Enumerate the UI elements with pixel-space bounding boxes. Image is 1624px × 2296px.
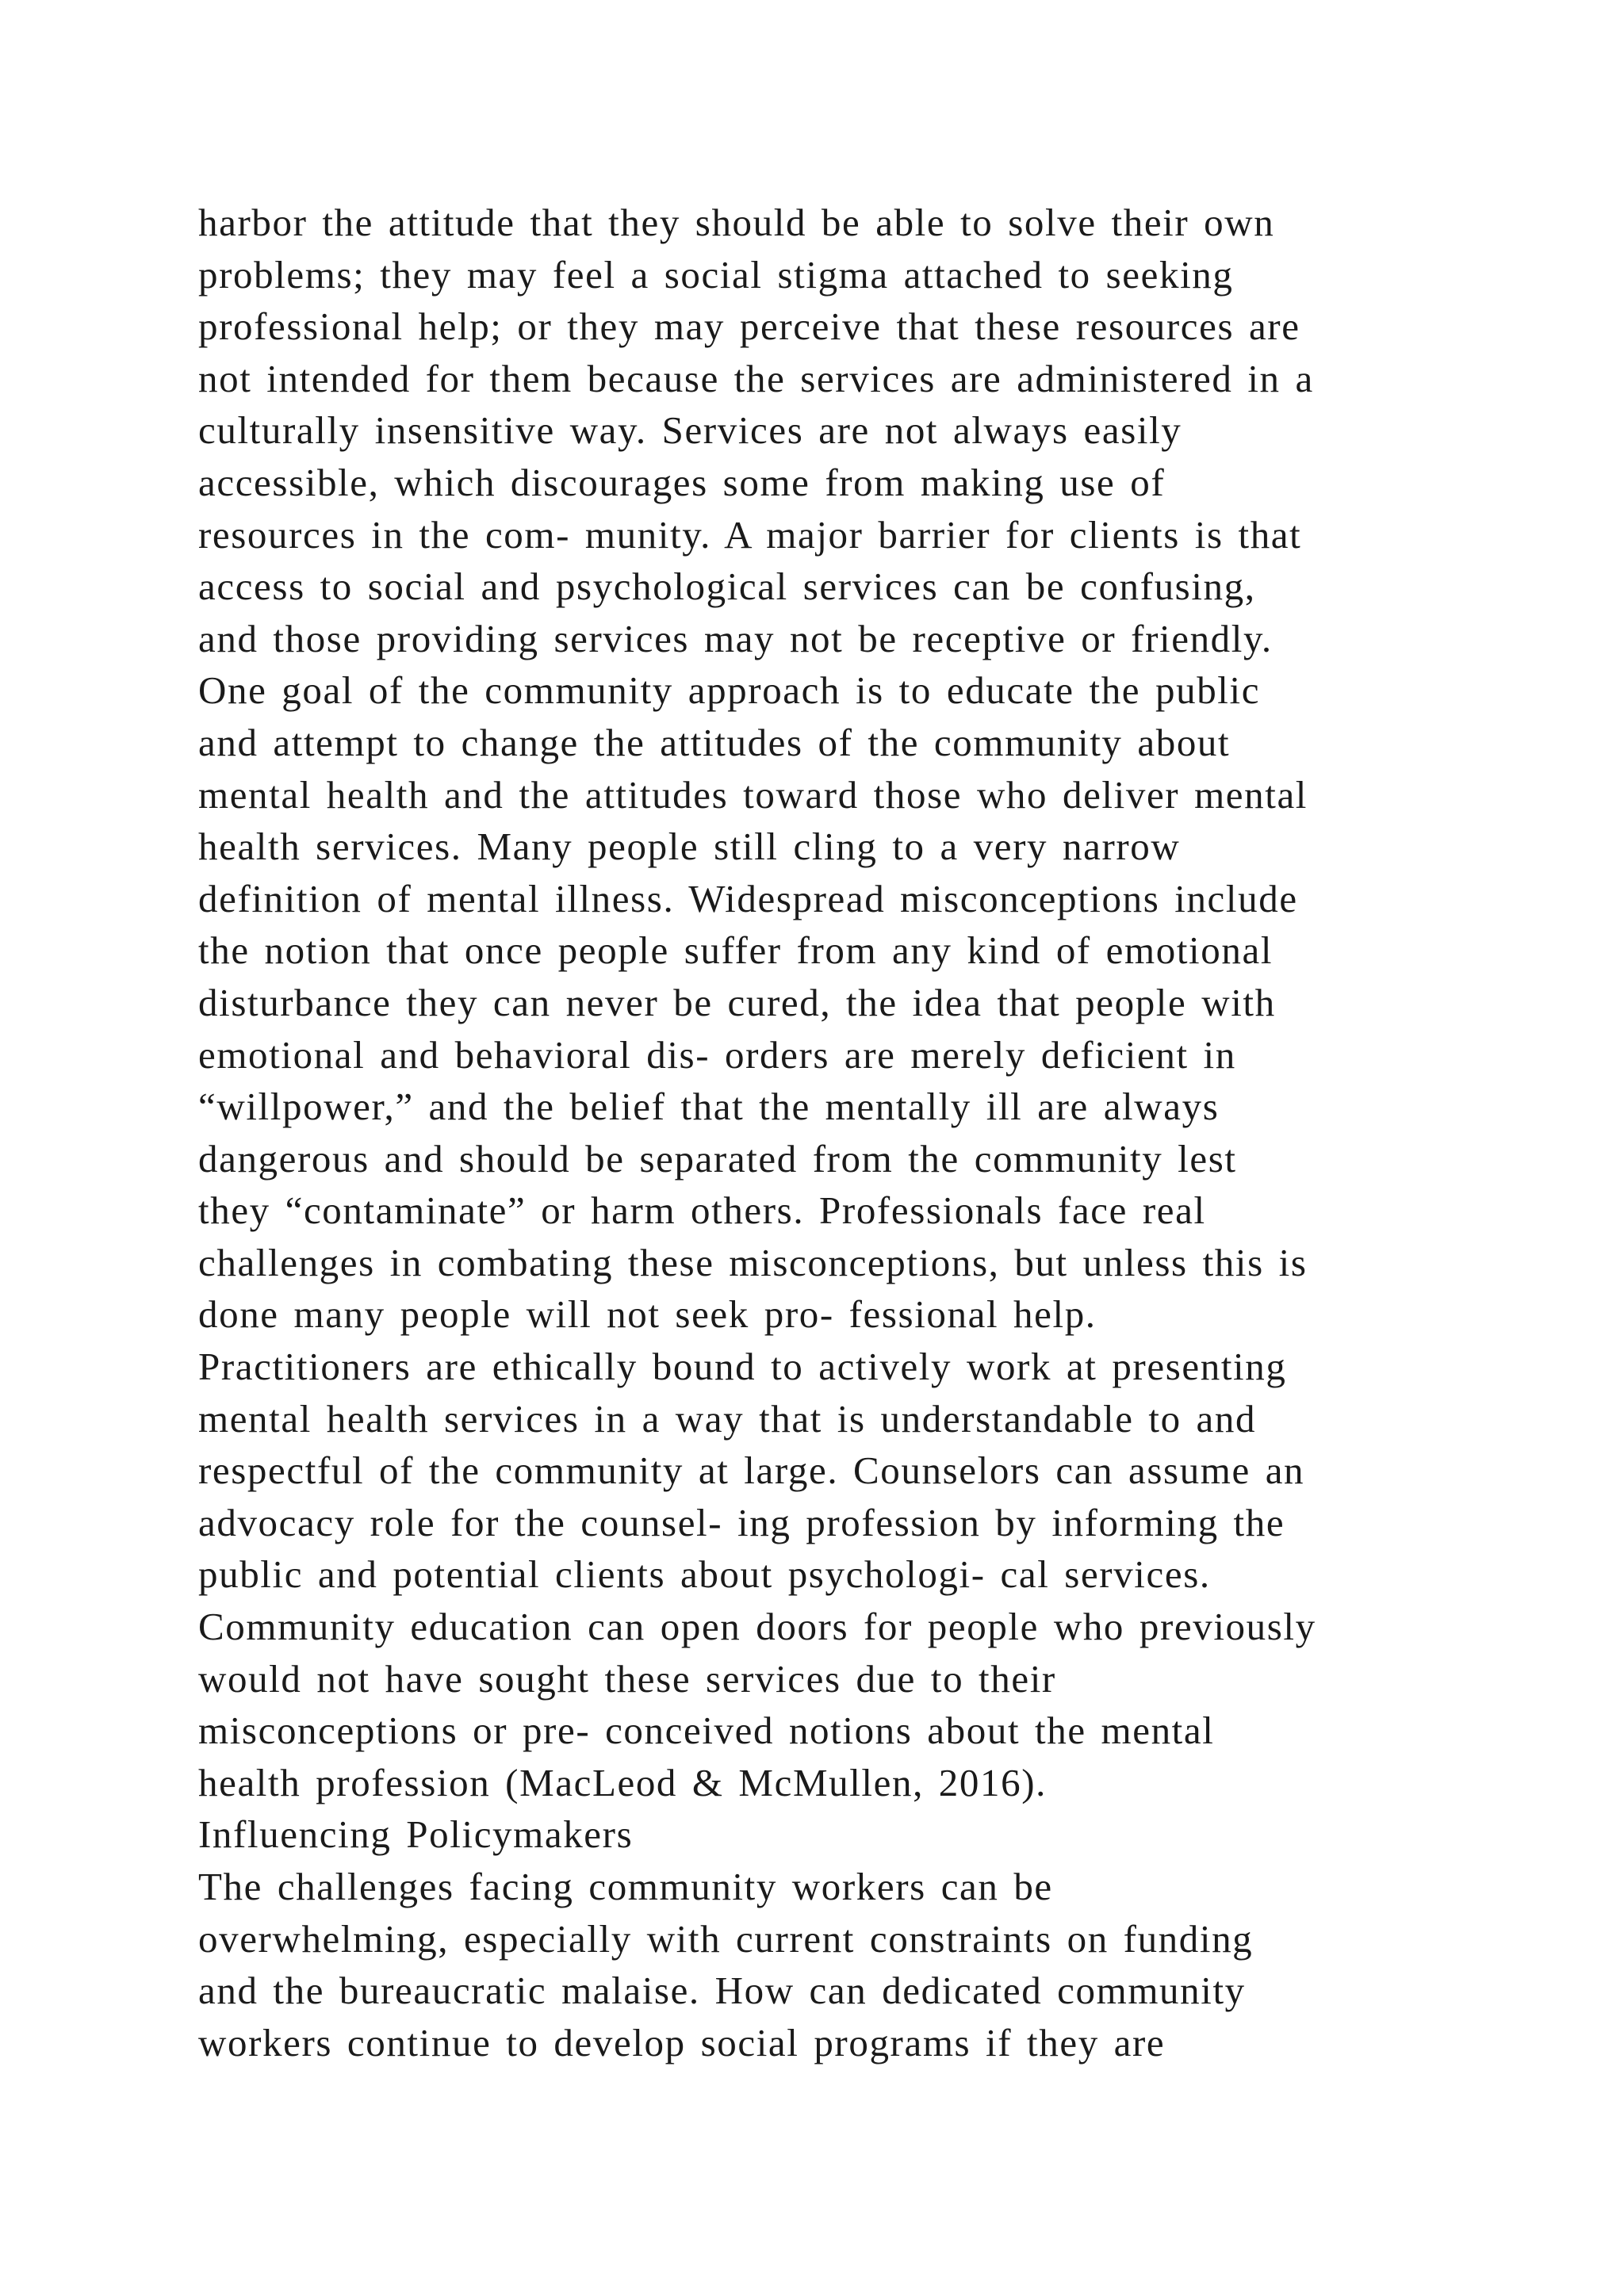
- text-line: professional help; or they may perceive that these resources are: [198, 304, 1300, 349]
- section-heading: Influencing Policymakers: [198, 1812, 634, 1857]
- text-line: access to social and psychological services can be confusing,: [198, 564, 1256, 609]
- text-line: mental health and the attitudes toward those who deliver mental: [198, 772, 1308, 817]
- text-line: health services. Many people still cling to a very narrow: [198, 825, 1181, 869]
- text-line: overwhelming, especially with current constraints on funding: [198, 1916, 1254, 1961]
- text-line: and the bureaucratic malaise. How can dedicated community: [198, 1969, 1246, 2013]
- text-line: not intended for them because the services are administered in a: [198, 356, 1314, 400]
- text-line: The challenges facing community workers can be: [198, 1865, 1053, 1908]
- text-line: they “contaminate” or harm others. Professionals face real: [198, 1188, 1206, 1233]
- text-line: workers continue to develop social programs if they are: [198, 2020, 1166, 2064]
- text-line: misconceptions or pre- conceived notions about the mental: [198, 1709, 1215, 1753]
- text-line: One goal of the community approach is to educate the public: [198, 668, 1261, 713]
- text-line: culturally insensitive way. Services are not always easily: [198, 408, 1182, 453]
- text-line: health profession (MacLeod & McMullen, 2016).: [198, 1760, 1047, 1804]
- text-line: respectful of the community at large. Counselors can assume an: [198, 1448, 1305, 1493]
- text-line: Practitioners are ethically bound to actively work at presenting: [198, 1345, 1287, 1389]
- text-line: harbor the attitude that they should be able to solve their own: [198, 201, 1275, 244]
- text-line: public and potential clients about psychologi- cal services.: [198, 1552, 1211, 1597]
- text-line: accessible, which discourages some from making use of: [198, 460, 1166, 504]
- text-line: definition of mental illness. Widespread misconceptions include: [198, 876, 1298, 920]
- text-line: emotional and behavioral dis- orders are merely deficient in: [198, 1032, 1236, 1077]
- text-line: resources in the com- munity. A major barrier for clients is that: [198, 512, 1302, 557]
- text-line: challenges in combating these misconceptions, but unless this is: [198, 1240, 1308, 1284]
- text-line: dangerous and should be separated from the community lest: [198, 1136, 1237, 1181]
- text-line: would not have sought these services due to their: [198, 1656, 1056, 1701]
- text-line: disturbance they can never be cured, the idea that people with: [198, 980, 1276, 1024]
- text-line: done many people will not seek pro- fessional help.: [198, 1292, 1097, 1337]
- body-text: [198, 197, 1483, 2068]
- text-line: and those providing services may not be receptive or friendly.: [198, 616, 1273, 660]
- text-line: and attempt to change the attitudes of the community about: [198, 720, 1231, 764]
- text-line: mental health services in a way that is understandable to and: [198, 1396, 1257, 1441]
- text-line: “willpower,” and the belief that the mentally ill are always: [198, 1085, 1220, 1129]
- text-line: Community education can open doors for people who previously: [198, 1605, 1316, 1649]
- text-line: the notion that once people suffer from any kind of emotional: [198, 928, 1274, 973]
- text-line: advocacy role for the counsel- ing profession by informing the: [198, 1500, 1285, 1544]
- text-line: problems; they may feel a social stigma attached to seeking: [198, 252, 1234, 297]
